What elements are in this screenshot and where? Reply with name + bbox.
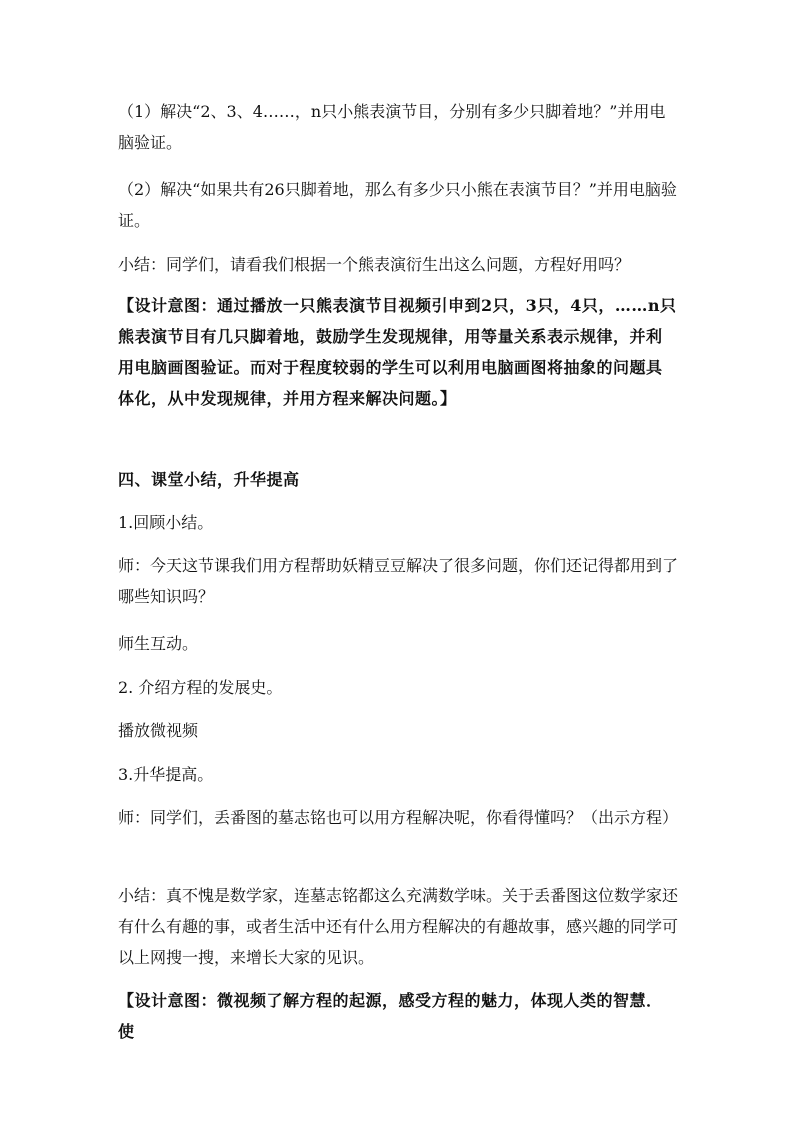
section-heading-4: 四、课堂小结，升华提高 (118, 470, 300, 489)
paragraph-review: 1.回顾小结。 (118, 513, 214, 532)
paragraph-history: 2. 介绍方程的发展史。 (118, 678, 283, 697)
paragraph-2: （2）解决“如果共有26只脚着地，那么有多少只小熊在表演节目？”并用电脑验证。 (118, 180, 677, 230)
design-intent-paragraph-1: 【设计意图：通过播放一只熊表演节目视频引申到2只，3只，4只，……n只熊表演节目有几只脚着地，鼓励学生发现规律，用等量关系表示规律，并利用电脑画图验证。而对于程度较弱的学生可以利用电脑画图将抽象的问题具体化，从中发现规律，并用方程来解决问题。】 (118, 296, 677, 408)
paragraph-elevate: 3.升华提高。 (118, 765, 214, 784)
paragraph-3: 小结：同学们，请看我们根据一个熊表演衍生出这么问题，方程好用吗？ (118, 255, 631, 274)
paragraph-video: 播放微视频 (118, 721, 199, 740)
paragraph-teacher-1: 师：今天这节课我们用方程帮助妖精豆豆解决了很多问题，你们还记得都用到了哪些知识吗？ (118, 556, 679, 606)
paragraph-interaction: 师生互动。 (118, 634, 199, 653)
design-intent-paragraph-2: 【设计意图：微视频了解方程的起源，感受方程的魅力，体现人类的智慧．使 (118, 991, 663, 1041)
paragraph-teacher-2: 师：同学们，丢番图的墓志铭也可以用方程解决呢，你看得懂吗？（出示方程） (118, 808, 679, 827)
paragraph-summary: 小结：真不愧是数学家，连墓志铭都这么充满数学味。关于丢番图这位数学家还有什么有趣的事，或者生活中还有什么用方程解决的有趣故事，感兴趣的同学可以上网搜一搜，来增长大家的见识。 (118, 886, 679, 967)
paragraph-1: （1）解决“2、3、4……，n只小熊表演节目，分别有多少只脚着地？”并用电脑验证。 (118, 102, 666, 152)
